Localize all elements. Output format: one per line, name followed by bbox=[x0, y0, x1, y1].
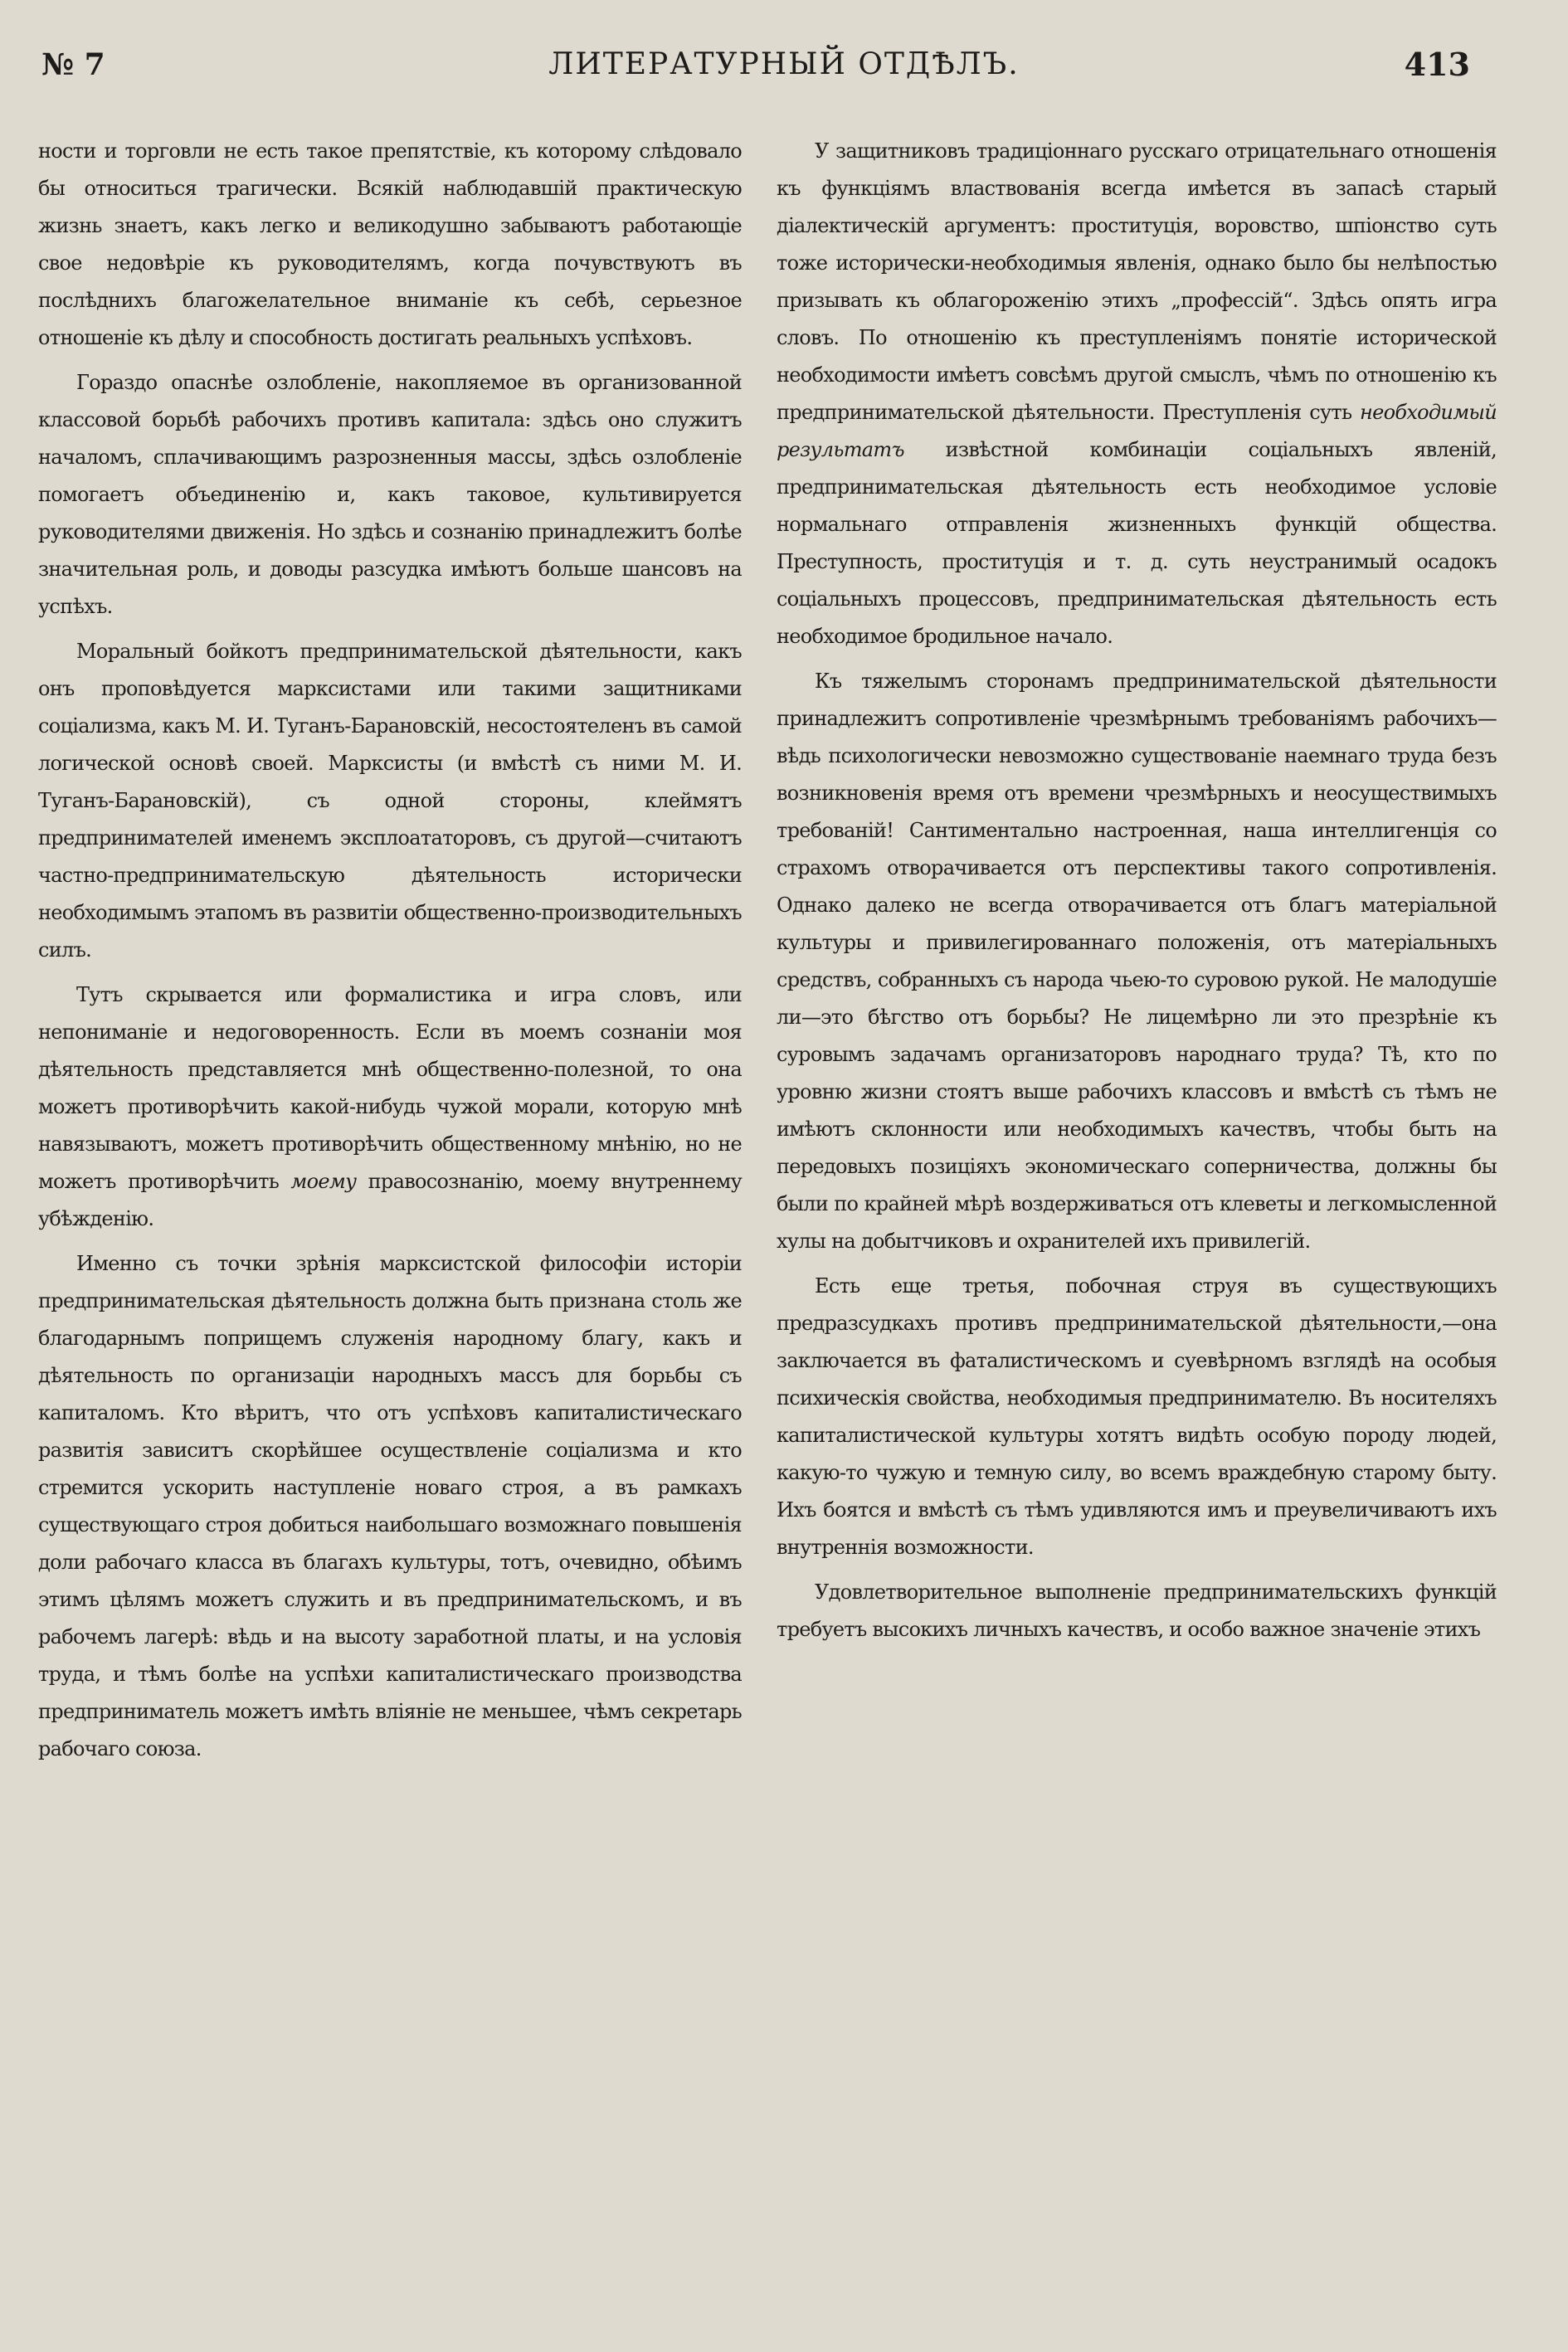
paragraph: Удовлетворительное выполненіе предпринимательскихъ функцій требуетъ высокихъ личныхъ качествъ, и особо важное значеніе этихъ bbox=[777, 1580, 1497, 1641]
paragraph: ности и торговли не есть такое препятствіе, къ которому слѣдовало бы относиться трагически. Всякій наблюдавшій практическую жизнь знаетъ, какъ легко и великодушно забываютъ работающіе свое недовѣріе къ руководителямъ, когда почувствуютъ въ послѣднихъ благожелательное вниманіе къ себѣ, серьезное отношеніе къ дѣлу и способность достигать реальныхъ успѣховъ. bbox=[38, 139, 742, 349]
paragraph bbox=[777, 133, 1497, 655]
paragraph: Именно съ точки зрѣнія марксистской философіи исторіи предпринимательская дѣятельность должна быть признана столь же благодарнымъ поприщемъ служенія народному благу, какъ и дѣятельность по организаціи народныхъ массъ для борьбы съ капиталомъ. Кто вѣритъ, что отъ успѣховъ капиталистическаго развитія зависитъ скорѣйшее осуществленіе соціализма и кто стремится ускорить наступленіе новаго строя, а въ рамкахъ существующаго строя добиться наибольшаго возможнаго повышенія доли рабочаго класса въ благахъ культуры, тотъ, очевидно, обѣимъ этимъ цѣлямъ можетъ служить и въ предпринимательскомъ, и въ рабочемъ лагерѣ: вѣдь и на высоту заработной платы, и на условія труда, и тѣмъ болѣе на успѣхи капиталистическаго производства предприниматель можетъ имѣть вліяніе не меньшее, чѣмъ секретарь рабочаго союза. bbox=[38, 1252, 742, 1760]
paragraph: Есть еще третья, побочная струя въ существующихъ предразсудкахъ противъ предпринимательской дѣятельности,—она заключается въ фаталистическомъ и суевѣрномъ взглядѣ на особыя психическія свойства, необходимыя предпринимателю. Въ носителяхъ капиталистической культуры хотятъ видѣть особую породу людей, какую-то чужую и темную силу, во всемъ враждебную старому быту. Ихъ боятся и вмѣстѣ съ тѣмъ удивляются имъ и преувеличиваютъ ихъ внутреннія возможности. bbox=[777, 1274, 1497, 1559]
section-title: ЛИТЕРАТУРНЫЙ ОТДѢЛЪ. bbox=[548, 47, 1020, 81]
issue-number: № 7 bbox=[41, 47, 105, 82]
page-number: 413 bbox=[1404, 46, 1470, 83]
paragraph bbox=[38, 976, 742, 1238]
paragraph-text: извѣстной комбинаціи соціальныхъ явленій, предпринимательская дѣятельность есть необходимое условіе нормальнаго отправленія жизненныхъ функцій общества. Преступность, проституція и т. д. суть неустранимый осадокъ соціальныхъ процессовъ, предпринимательская дѣятельность есть необходимое бродильное начало. bbox=[777, 438, 1497, 648]
paragraph: Моральный бойкотъ предпринимательской дѣятельности, какъ онъ проповѣдуется марксистами или такими защитниками соціализма, какъ М. И. Туганъ-Барановскій, несостоятеленъ въ самой логической основѣ своей. Марксисты (и вмѣстѣ съ ними М. И. Туганъ-Барановскій), съ одной стороны, клеймятъ предпринимателей именемъ эксплоататоровъ, съ другой—считаютъ частно-предпринимательскую дѣятельность исторически необходимымъ этапомъ въ развитіи общественно-производительныхъ силъ. bbox=[38, 640, 742, 962]
right-column bbox=[777, 133, 1497, 1656]
paragraph: Къ тяжелымъ сторонамъ предпринимательской дѣятельности принадлежитъ сопротивленіе чрезмѣрнымъ требованіямъ рабочихъ—вѣдь психологически невозможно существованіе наемнаго труда безъ возникновенія время отъ времени чрезмѣрныхъ и неосуществимыхъ требованій! Сантиментально настроенная, наша интеллигенція со страхомъ отворачивается отъ перспективы такого сопротивленія. Однако далеко не всегда отворачивается отъ благъ матеріальной культуры и привилегированнаго положенія, отъ матеріальныхъ средствъ, собранныхъ съ народа чьею-то суровою рукой. Не малодушіе ли—это бѣгство отъ борьбы? Не лицемѣрно ли это презрѣніе къ суровымъ задачамъ организаторовъ народнаго труда? Тѣ, кто по уровню жизни стоятъ выше рабочихъ классовъ и вмѣстѣ съ тѣмъ не имѣютъ склонности или необходимыхъ качествъ, чтобы быть на передовыхъ позиціяхъ экономическаго соперничества, должны бы были по крайней мѣрѣ воздерживаться отъ клеветы и легкомысленной хулы на добытчиковъ и охранителей ихъ привилегій. bbox=[777, 670, 1497, 1253]
paragraph-text: У защитниковъ традиціоннаго русскаго отрицательнаго отношенія къ функціямъ властвованія всегда имѣется въ запасѣ старый діалектическій аргументъ: проституція, воровство, шпіонство суть тоже исторически-необходимыя явленія, однако было бы нелѣпостью призывать къ облагороженію этихъ „профессій“. Здѣсь опять игра словъ. По отношенію къ преступленіямъ понятіе исторической необходимости имѣетъ совсѣмъ другой смыслъ, чѣмъ по отношенію къ предпринимательской дѣятельности. Преступленія суть bbox=[777, 139, 1497, 424]
emphasis-text: необходимый результатъ bbox=[777, 401, 1497, 461]
paragraph: Гораздо опаснѣе озлобленіе, накопляемое въ организованной классовой борьбѣ рабочихъ противъ капитала: здѣсь оно служитъ началомъ, сплачивающимъ разрозненныя массы, здѣсь озлобленіе помогаетъ объединенію и, какъ таковое, культивируется руководителями движенія. Но здѣсь и сознанію принадлежитъ болѣе значительная роль, и доводы разсудка имѣютъ больше шансовъ на успѣхъ. bbox=[38, 371, 742, 618]
paragraph-text: правосознанію, моему внутреннему убѣжденію. bbox=[38, 1170, 742, 1230]
emphasis-text: моему bbox=[290, 1170, 357, 1193]
left-column bbox=[38, 133, 742, 1775]
paragraph-text: Тутъ скрывается или формалистика и игра словъ, или непониманіе и недоговоренность. Если въ моемъ сознаніи моя дѣятельность представляется мнѣ общественно-полезной, то она можетъ противорѣчить какой-нибудь чужой морали, которую мнѣ навязываютъ, можетъ противорѣчить общественному мнѣнію, но не можетъ противорѣчить bbox=[38, 983, 742, 1193]
